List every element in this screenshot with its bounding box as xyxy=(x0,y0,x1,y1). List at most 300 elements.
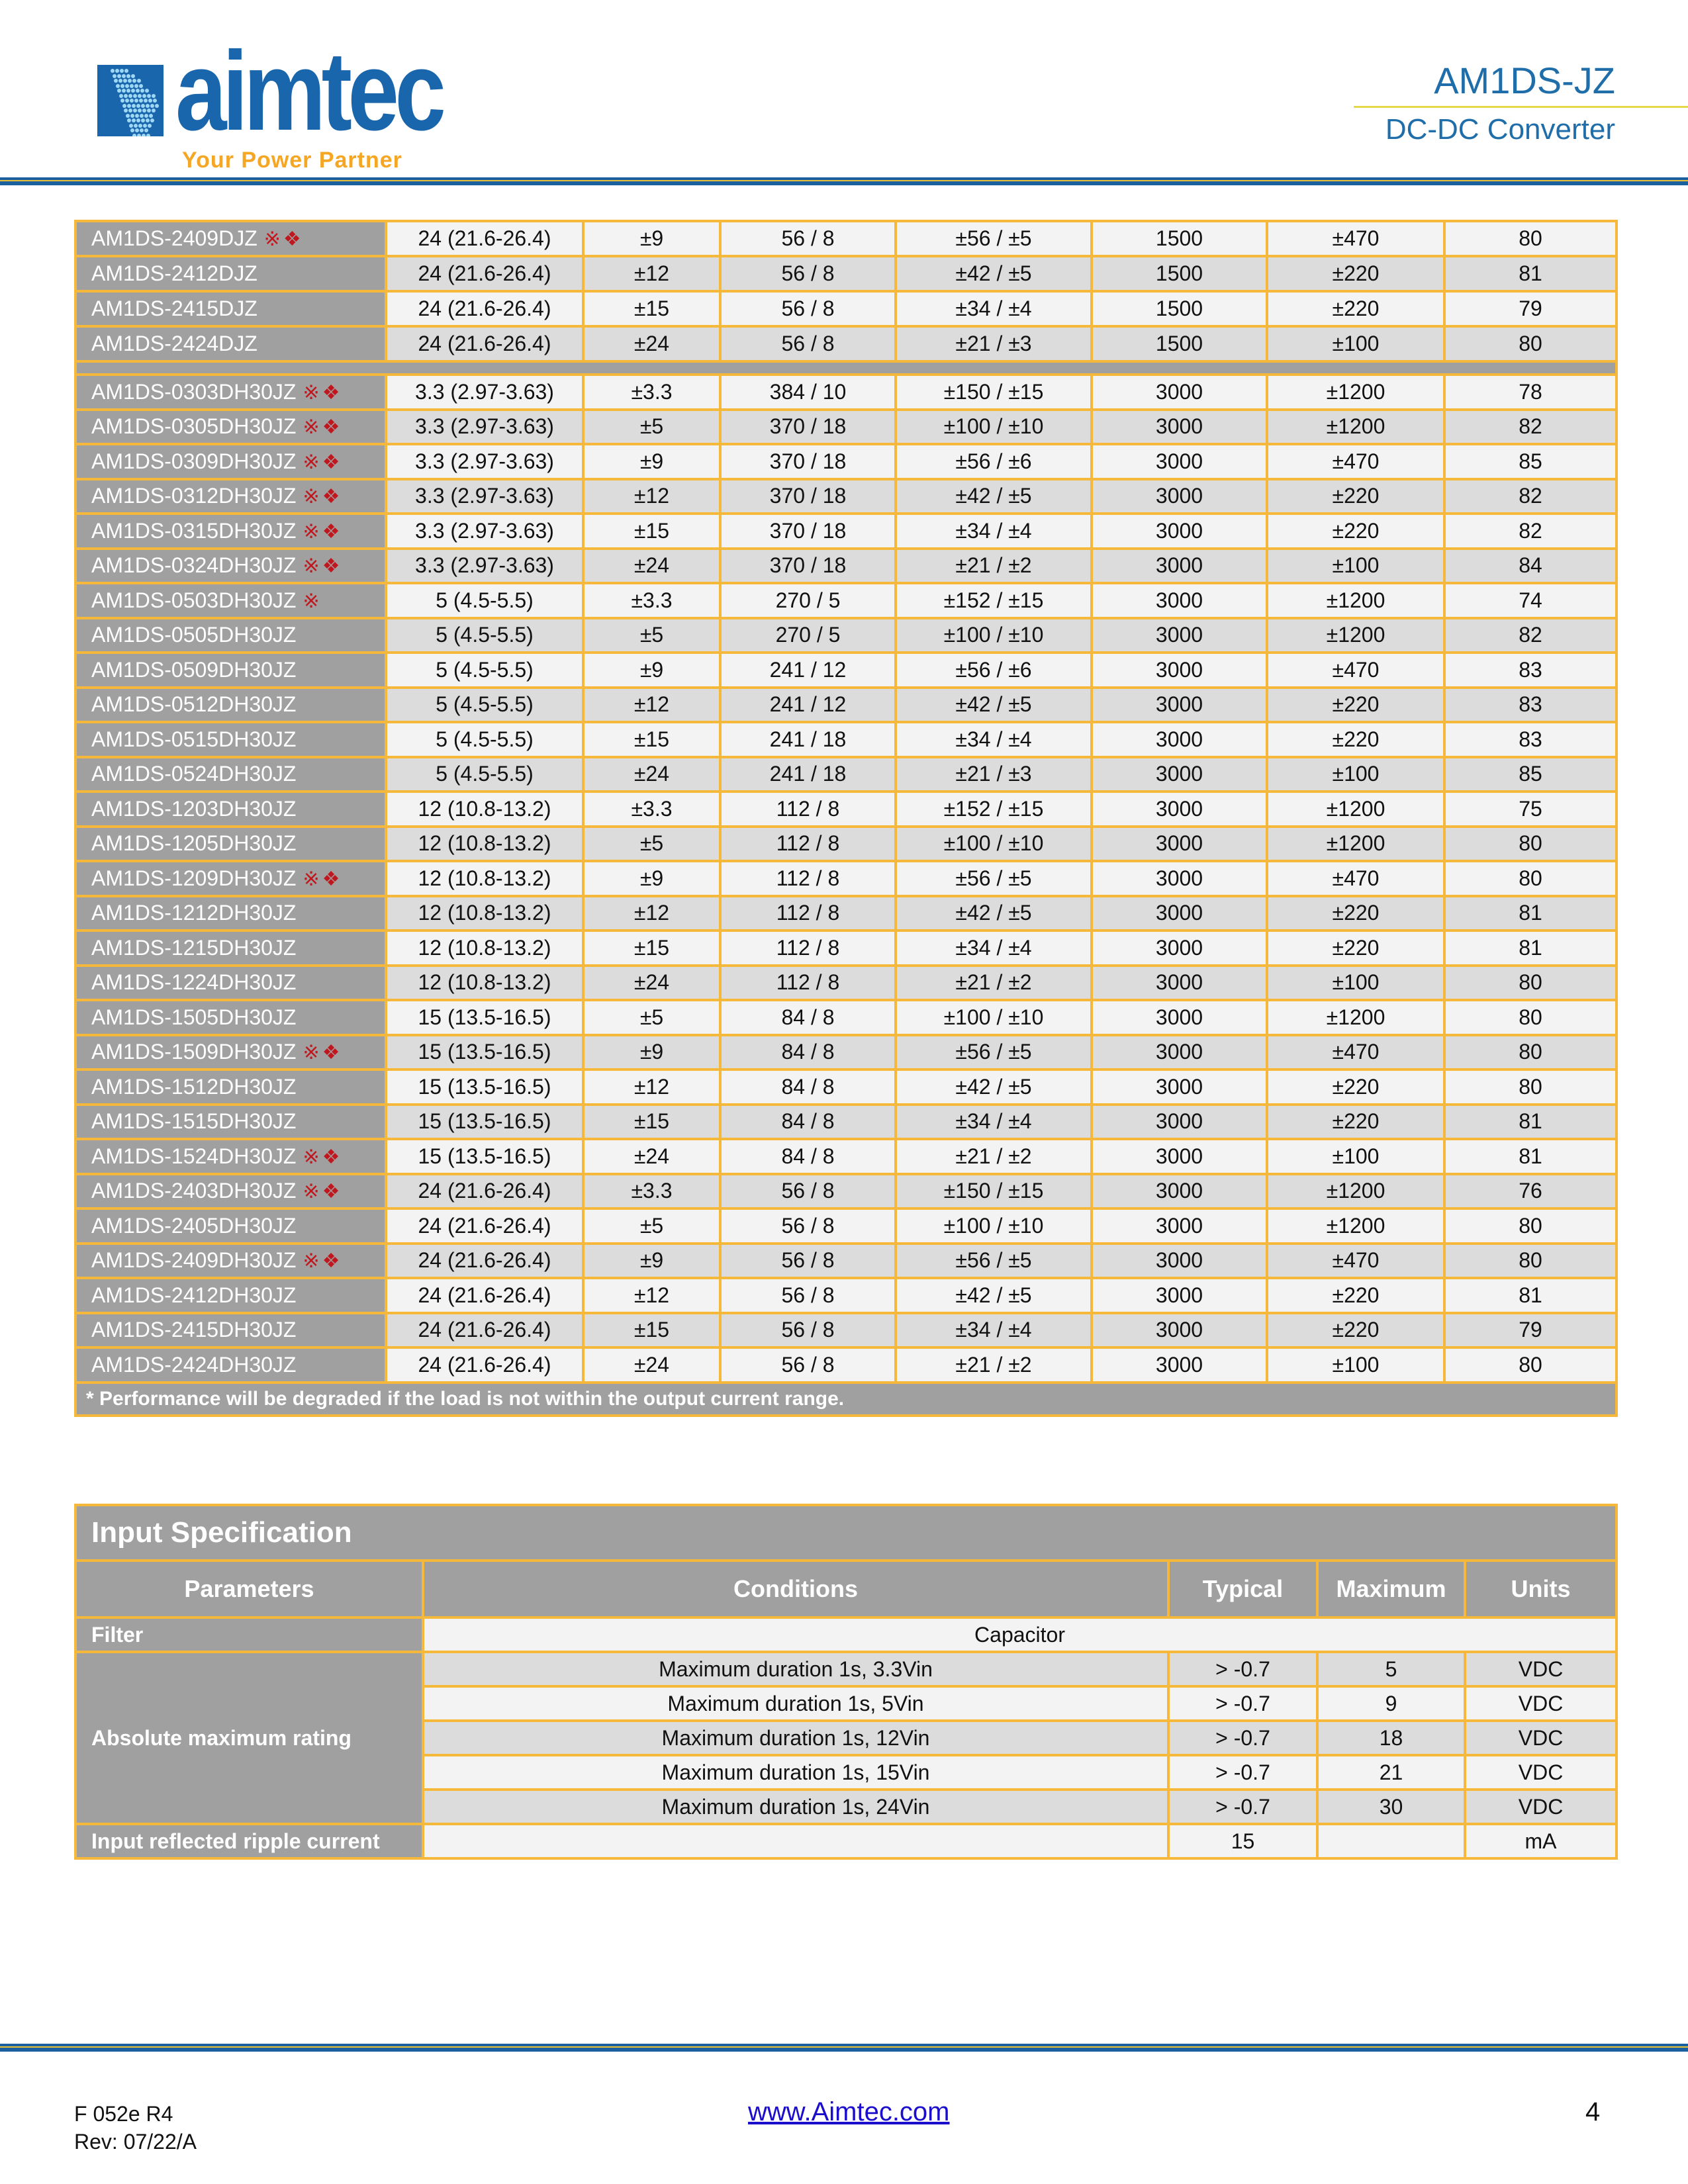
cell-text: 74 xyxy=(1519,588,1542,612)
cell-text: ±56 / ±5 xyxy=(955,866,1032,890)
output-voltage xyxy=(583,966,720,1001)
cell-text: AM1DS-1215DH30JZ xyxy=(91,935,297,960)
model-number xyxy=(75,375,386,410)
table-row xyxy=(75,1000,1617,1035)
cell-text: 3.3 (2.97-3.63) xyxy=(415,449,554,473)
website-link[interactable]: www.Aimtec.com xyxy=(748,2097,950,2126)
input-current xyxy=(720,653,896,688)
cell-text: 56 / 8 xyxy=(781,1213,835,1238)
efficiency xyxy=(1444,792,1617,827)
cell-text: 81 xyxy=(1519,935,1542,960)
cell-text: 15 (13.5-16.5) xyxy=(418,1040,551,1064)
cell-text: ±24 xyxy=(633,1144,670,1168)
cell-text: ±220 xyxy=(1332,935,1380,960)
model-number xyxy=(75,444,386,479)
model-number xyxy=(75,583,386,618)
cell-text: ±12 xyxy=(633,1283,670,1307)
isolation xyxy=(1092,514,1267,549)
table-row xyxy=(75,410,1617,445)
cell-text: ±56 / ±5 xyxy=(955,1040,1032,1064)
cell-text: 76 xyxy=(1519,1179,1542,1203)
cell-text: 80 xyxy=(1519,226,1542,250)
cell-text: ±220 xyxy=(1332,261,1380,285)
param-value: Capacitor xyxy=(423,1617,1617,1652)
output-voltage xyxy=(583,479,720,514)
output-current xyxy=(896,1069,1092,1105)
cell-text: 15 (13.5-16.5) xyxy=(418,1074,551,1099)
isolation xyxy=(1092,1347,1267,1383)
cell-text: ±9 xyxy=(639,866,664,890)
page-number: 4 xyxy=(1585,2097,1601,2126)
output-voltage xyxy=(583,1105,720,1140)
cell-text: ±24 xyxy=(633,970,670,995)
diamond-mark-icon: ❖ xyxy=(322,1146,340,1168)
input-current xyxy=(720,1069,896,1105)
input-current xyxy=(720,931,896,966)
cell-text: ±220 xyxy=(1332,1283,1380,1307)
isolation xyxy=(1092,1313,1267,1348)
efficiency xyxy=(1444,618,1617,653)
cell-text: ±1200 xyxy=(1326,1213,1385,1238)
cell-text: 3000 xyxy=(1155,1144,1203,1168)
cell-text: AM1DS-2412DH30JZ xyxy=(91,1283,297,1307)
cell-text: ±34 / ±4 xyxy=(955,296,1032,320)
conditions: Maximum duration 1s, 15Vin xyxy=(423,1755,1168,1790)
cell-text: ±34 / ±4 xyxy=(955,518,1032,543)
cell-text: ±220 xyxy=(1332,518,1380,543)
input-voltage xyxy=(386,757,583,792)
table-row xyxy=(75,618,1617,653)
output-current xyxy=(896,1139,1092,1174)
isolation xyxy=(1092,291,1267,326)
cell-text: 84 / 8 xyxy=(781,1074,835,1099)
output-current xyxy=(896,375,1092,410)
cell-text: AM1DS-0505DH30JZ xyxy=(91,623,297,647)
cell-text: ±3.3 xyxy=(631,1179,673,1203)
efficiency xyxy=(1444,410,1617,445)
maximum: 5 xyxy=(1317,1652,1465,1686)
table-row xyxy=(75,1069,1617,1105)
cell-text: ±56 / ±5 xyxy=(955,226,1032,250)
cell-text: ±3.3 xyxy=(631,588,673,612)
capacitive-load xyxy=(1267,1244,1444,1279)
input-voltage xyxy=(386,1069,583,1105)
input-voltage xyxy=(386,549,583,584)
table-row xyxy=(75,1035,1617,1070)
cell-text: 3000 xyxy=(1155,935,1203,960)
col-header: Units xyxy=(1465,1561,1617,1617)
capacitive-load xyxy=(1267,827,1444,862)
cell-text: AM1DS-1512DH30JZ xyxy=(91,1074,297,1099)
efficiency xyxy=(1444,256,1617,291)
typical: > -0.7 xyxy=(1168,1721,1317,1755)
output-current xyxy=(896,549,1092,584)
output-current xyxy=(896,410,1092,445)
capacitive-load xyxy=(1267,1139,1444,1174)
cell-text: 270 / 5 xyxy=(775,623,841,647)
units: mA xyxy=(1465,1824,1617,1858)
cell-text: 12 (10.8-13.2) xyxy=(418,901,551,925)
cell-text: ±21 / ±2 xyxy=(955,1352,1032,1377)
cell-text: ±100 xyxy=(1332,970,1380,995)
table-row xyxy=(75,1278,1617,1313)
input-voltage xyxy=(386,256,583,291)
model-number xyxy=(75,1208,386,1244)
input-voltage xyxy=(386,966,583,1001)
cell-text: 12 (10.8-13.2) xyxy=(418,935,551,960)
cell-text: AM1DS-0305DH30JZ xyxy=(91,414,297,439)
output-current xyxy=(896,1000,1092,1035)
units: VDC xyxy=(1465,1790,1617,1824)
capacitive-load xyxy=(1267,653,1444,688)
cell-text: 81 xyxy=(1519,901,1542,925)
input-current xyxy=(720,1347,896,1383)
cell-text: 3.3 (2.97-3.63) xyxy=(415,518,554,543)
cell-text: AM1DS-2409DJZ xyxy=(91,226,258,250)
model-number xyxy=(75,827,386,862)
output-current xyxy=(896,896,1092,931)
cell-text: AM1DS-1524DH30JZ xyxy=(91,1144,297,1168)
cell-text: 112 / 8 xyxy=(776,831,840,856)
efficiency xyxy=(1444,653,1617,688)
cell-text: 3000 xyxy=(1155,1318,1203,1342)
output-voltage xyxy=(583,1000,720,1035)
cell-text: ±220 xyxy=(1332,901,1380,925)
model-number xyxy=(75,410,386,445)
diamond-mark-icon: ❖ xyxy=(322,381,340,404)
table-row xyxy=(75,966,1617,1001)
model-number xyxy=(75,931,386,966)
reference-mark-icon: ※ xyxy=(303,416,320,439)
table-row xyxy=(75,549,1617,584)
output-current xyxy=(896,931,1092,966)
cell-text: 82 xyxy=(1519,518,1542,543)
cell-text: ±100 xyxy=(1332,762,1380,786)
efficiency xyxy=(1444,722,1617,757)
cell-text: AM1DS-1509DH30JZ xyxy=(91,1040,297,1064)
param-label: Input reflected ripple current xyxy=(75,1824,423,1858)
cell-text: ±15 xyxy=(633,518,670,543)
isolation xyxy=(1092,722,1267,757)
cell-text: 3000 xyxy=(1155,796,1203,821)
efficiency xyxy=(1444,221,1617,256)
cell-text: 3000 xyxy=(1155,379,1203,404)
cell-text: ±1200 xyxy=(1326,623,1385,647)
input-current xyxy=(720,757,896,792)
cell-text: 80 xyxy=(1519,866,1542,890)
cell-text: ±21 / ±2 xyxy=(955,970,1032,995)
output-voltage xyxy=(583,1069,720,1105)
output-current xyxy=(896,256,1092,291)
cell-text: AM1DS-0303DH30JZ xyxy=(91,379,297,404)
cell-text: ±42 / ±5 xyxy=(955,1074,1032,1099)
cell-text: ±15 xyxy=(633,727,670,751)
cell-text: 241 / 18 xyxy=(769,762,847,786)
input-voltage xyxy=(386,688,583,723)
model-selection-table xyxy=(74,220,1618,1417)
output-voltage xyxy=(583,291,720,326)
table-row xyxy=(75,1617,1617,1652)
section-title: Input Specification xyxy=(75,1505,1617,1561)
capacitive-load xyxy=(1267,896,1444,931)
cell-text: 112 / 8 xyxy=(776,866,840,890)
cell-text: 3000 xyxy=(1155,762,1203,786)
cell-text: 241 / 18 xyxy=(769,727,847,751)
cell-text: ±220 xyxy=(1332,1074,1380,1099)
capacitive-load xyxy=(1267,1174,1444,1209)
cell-text: ±15 xyxy=(633,1109,670,1134)
diamond-mark-icon: ❖ xyxy=(322,1042,340,1064)
cell-text: AM1DS-2412DJZ xyxy=(91,261,258,285)
separator-cell xyxy=(75,361,1617,375)
cell-text: 3000 xyxy=(1155,727,1203,751)
footnote: * Performance will be degraded if the load is not within the output current range. xyxy=(75,1383,1617,1416)
output-voltage xyxy=(583,688,720,723)
cell-text: ±34 / ±4 xyxy=(955,1109,1032,1134)
isolation xyxy=(1092,1174,1267,1209)
input-current xyxy=(720,1139,896,1174)
cell-text: 3000 xyxy=(1155,831,1203,856)
cell-text: 56 / 8 xyxy=(781,1352,835,1377)
cell-text: 56 / 8 xyxy=(781,1179,835,1203)
table-row xyxy=(75,1174,1617,1209)
table-row xyxy=(75,861,1617,896)
model-number xyxy=(75,1347,386,1383)
output-voltage xyxy=(583,221,720,256)
table-row xyxy=(75,1824,1617,1858)
cell-text: 3000 xyxy=(1155,1352,1203,1377)
efficiency xyxy=(1444,931,1617,966)
capacitive-load xyxy=(1267,792,1444,827)
isolation xyxy=(1092,549,1267,584)
product-subtitle: DC-DC Converter xyxy=(1385,113,1615,146)
isolation xyxy=(1092,1244,1267,1279)
output-current xyxy=(896,618,1092,653)
cell-text: ±42 / ±5 xyxy=(955,692,1032,717)
cell-text: ±15 xyxy=(633,296,670,320)
table-row xyxy=(75,583,1617,618)
cell-text: 80 xyxy=(1519,1213,1542,1238)
cell-text: ±42 / ±5 xyxy=(955,1283,1032,1307)
table-row xyxy=(75,221,1617,256)
isolation xyxy=(1092,583,1267,618)
cell-text: 56 / 8 xyxy=(781,226,835,250)
output-voltage xyxy=(583,1278,720,1313)
cell-text: ±42 / ±5 xyxy=(955,901,1032,925)
reference-mark-icon: ※ xyxy=(303,1181,320,1203)
input-current xyxy=(720,1244,896,1279)
cell-text: ±1200 xyxy=(1326,1179,1385,1203)
cell-text: ±42 / ±5 xyxy=(955,261,1032,285)
cell-text: 1500 xyxy=(1155,332,1203,355)
cell-text: AM1DS-2409DH30JZ xyxy=(91,1248,297,1273)
cell-text: ±1200 xyxy=(1326,796,1385,821)
output-voltage xyxy=(583,827,720,862)
cell-text: ±21 / ±3 xyxy=(955,762,1032,786)
cell-text: 270 / 5 xyxy=(775,588,841,612)
cell-text: ±12 xyxy=(633,692,670,717)
col-header: Conditions xyxy=(423,1561,1168,1617)
cell-text: ±34 / ±4 xyxy=(955,1318,1032,1342)
efficiency xyxy=(1444,966,1617,1001)
output-voltage xyxy=(583,1139,720,1174)
cell-text: 24 (21.6-26.4) xyxy=(418,1248,551,1273)
isolation xyxy=(1092,479,1267,514)
cell-text: ±470 xyxy=(1332,657,1380,682)
units: VDC xyxy=(1465,1686,1617,1721)
model-number xyxy=(75,722,386,757)
reference-mark-icon: ※ xyxy=(303,381,320,404)
model-number xyxy=(75,1035,386,1070)
cell-text: AM1DS-0515DH30JZ xyxy=(91,727,297,751)
efficiency xyxy=(1444,549,1617,584)
output-current xyxy=(896,1105,1092,1140)
col-header: Typical xyxy=(1168,1561,1317,1617)
conditions: Maximum duration 1s, 3.3Vin xyxy=(423,1652,1168,1686)
input-voltage xyxy=(386,1347,583,1383)
output-current xyxy=(896,479,1092,514)
model-number xyxy=(75,326,386,361)
input-voltage xyxy=(386,1244,583,1279)
input-current xyxy=(720,410,896,445)
cell-text: 24 (21.6-26.4) xyxy=(418,261,551,285)
cell-text: 370 / 18 xyxy=(769,449,847,473)
units: VDC xyxy=(1465,1721,1617,1755)
cell-text: 3000 xyxy=(1155,484,1203,508)
cell-text: ±100 xyxy=(1332,1352,1380,1377)
output-voltage xyxy=(583,931,720,966)
output-voltage xyxy=(583,653,720,688)
output-current xyxy=(896,827,1092,862)
table-row xyxy=(75,1139,1617,1174)
isolation xyxy=(1092,1069,1267,1105)
cell-text: ±9 xyxy=(639,1040,664,1064)
capacitive-load xyxy=(1267,722,1444,757)
cell-text: 24 (21.6-26.4) xyxy=(418,296,551,320)
cell-text: 3000 xyxy=(1155,1213,1203,1238)
model-number xyxy=(75,653,386,688)
cell-text: ±100 xyxy=(1332,332,1380,355)
cell-text: 85 xyxy=(1519,449,1542,473)
isolation xyxy=(1092,896,1267,931)
cell-text: 3.3 (2.97-3.63) xyxy=(415,379,554,404)
diamond-mark-icon: ❖ xyxy=(322,451,340,473)
efficiency xyxy=(1444,688,1617,723)
capacitive-load xyxy=(1267,410,1444,445)
input-current xyxy=(720,688,896,723)
reference-mark-icon: ※ xyxy=(303,1146,320,1168)
cell-text: 24 (21.6-26.4) xyxy=(418,1213,551,1238)
input-voltage xyxy=(386,1208,583,1244)
input-voltage xyxy=(386,618,583,653)
units: VDC xyxy=(1465,1755,1617,1790)
model-number xyxy=(75,618,386,653)
output-current xyxy=(896,1035,1092,1070)
output-current xyxy=(896,1244,1092,1279)
cell-text: ±34 / ±4 xyxy=(955,935,1032,960)
input-current xyxy=(720,966,896,1001)
cell-text: ±220 xyxy=(1332,727,1380,751)
isolation xyxy=(1092,861,1267,896)
model-number xyxy=(75,896,386,931)
efficiency xyxy=(1444,326,1617,361)
isolation xyxy=(1092,221,1267,256)
isolation xyxy=(1092,410,1267,445)
cell-text: ±100 / ±10 xyxy=(943,414,1044,439)
cell-text: ±152 / ±15 xyxy=(943,588,1044,612)
cell-text: 24 (21.6-26.4) xyxy=(418,1318,551,1342)
cell-text: ±21 / ±3 xyxy=(955,332,1032,355)
cell-text: 81 xyxy=(1519,1144,1542,1168)
isolation xyxy=(1092,1278,1267,1313)
diamond-mark-icon: ❖ xyxy=(322,520,340,543)
output-current xyxy=(896,1347,1092,1383)
cell-text: 12 (10.8-13.2) xyxy=(418,796,551,821)
cell-text: 5 (4.5-5.5) xyxy=(436,692,534,717)
isolation xyxy=(1092,1035,1267,1070)
capacitive-load xyxy=(1267,1208,1444,1244)
reference-mark-icon: ※ xyxy=(303,555,320,578)
isolation xyxy=(1092,757,1267,792)
cell-text: 3000 xyxy=(1155,623,1203,647)
diamond-mark-icon: ❖ xyxy=(322,868,340,890)
cell-text: 24 (21.6-26.4) xyxy=(418,226,551,250)
product-title: AM1DS-JZ xyxy=(1434,60,1615,101)
cell-text: ±152 / ±15 xyxy=(943,796,1044,821)
input-voltage xyxy=(386,326,583,361)
table-row xyxy=(75,291,1617,326)
cell-text: 3.3 (2.97-3.63) xyxy=(415,484,554,508)
efficiency xyxy=(1444,757,1617,792)
cell-text: 370 / 18 xyxy=(769,553,847,578)
output-voltage xyxy=(583,410,720,445)
cell-text: 81 xyxy=(1519,261,1542,285)
cell-text: ±15 xyxy=(633,935,670,960)
cell-text: 82 xyxy=(1519,623,1542,647)
cell-text: 83 xyxy=(1519,727,1542,751)
model-number xyxy=(75,1174,386,1209)
cell-text: 82 xyxy=(1519,484,1542,508)
cell-text: ±100 / ±10 xyxy=(943,831,1044,856)
param-label: Filter xyxy=(75,1617,423,1652)
cell-text: 15 (13.5-16.5) xyxy=(418,1144,551,1168)
cell-text: 3000 xyxy=(1155,657,1203,682)
cell-text: ±220 xyxy=(1332,1318,1380,1342)
output-voltage xyxy=(583,896,720,931)
input-current xyxy=(720,583,896,618)
isolation xyxy=(1092,966,1267,1001)
cell-text: ±1200 xyxy=(1326,414,1385,439)
reference-mark-icon: ※ xyxy=(303,868,320,890)
efficiency xyxy=(1444,583,1617,618)
efficiency xyxy=(1444,1244,1617,1279)
model-number xyxy=(75,291,386,326)
cell-text: 370 / 18 xyxy=(769,484,847,508)
capacitive-load xyxy=(1267,1035,1444,1070)
col-header: Parameters xyxy=(75,1561,423,1617)
table-row xyxy=(75,827,1617,862)
capacitive-load xyxy=(1267,479,1444,514)
efficiency xyxy=(1444,1069,1617,1105)
model-number xyxy=(75,479,386,514)
cell-text: ±12 xyxy=(633,1074,670,1099)
cell-text: 15 (13.5-16.5) xyxy=(418,1109,551,1134)
form-number: F 052e R4 xyxy=(74,2102,173,2126)
model-number xyxy=(75,1244,386,1279)
cell-text: 3000 xyxy=(1155,692,1203,717)
reference-mark-icon: ※ xyxy=(303,486,320,508)
cell-text: 5 (4.5-5.5) xyxy=(436,762,534,786)
